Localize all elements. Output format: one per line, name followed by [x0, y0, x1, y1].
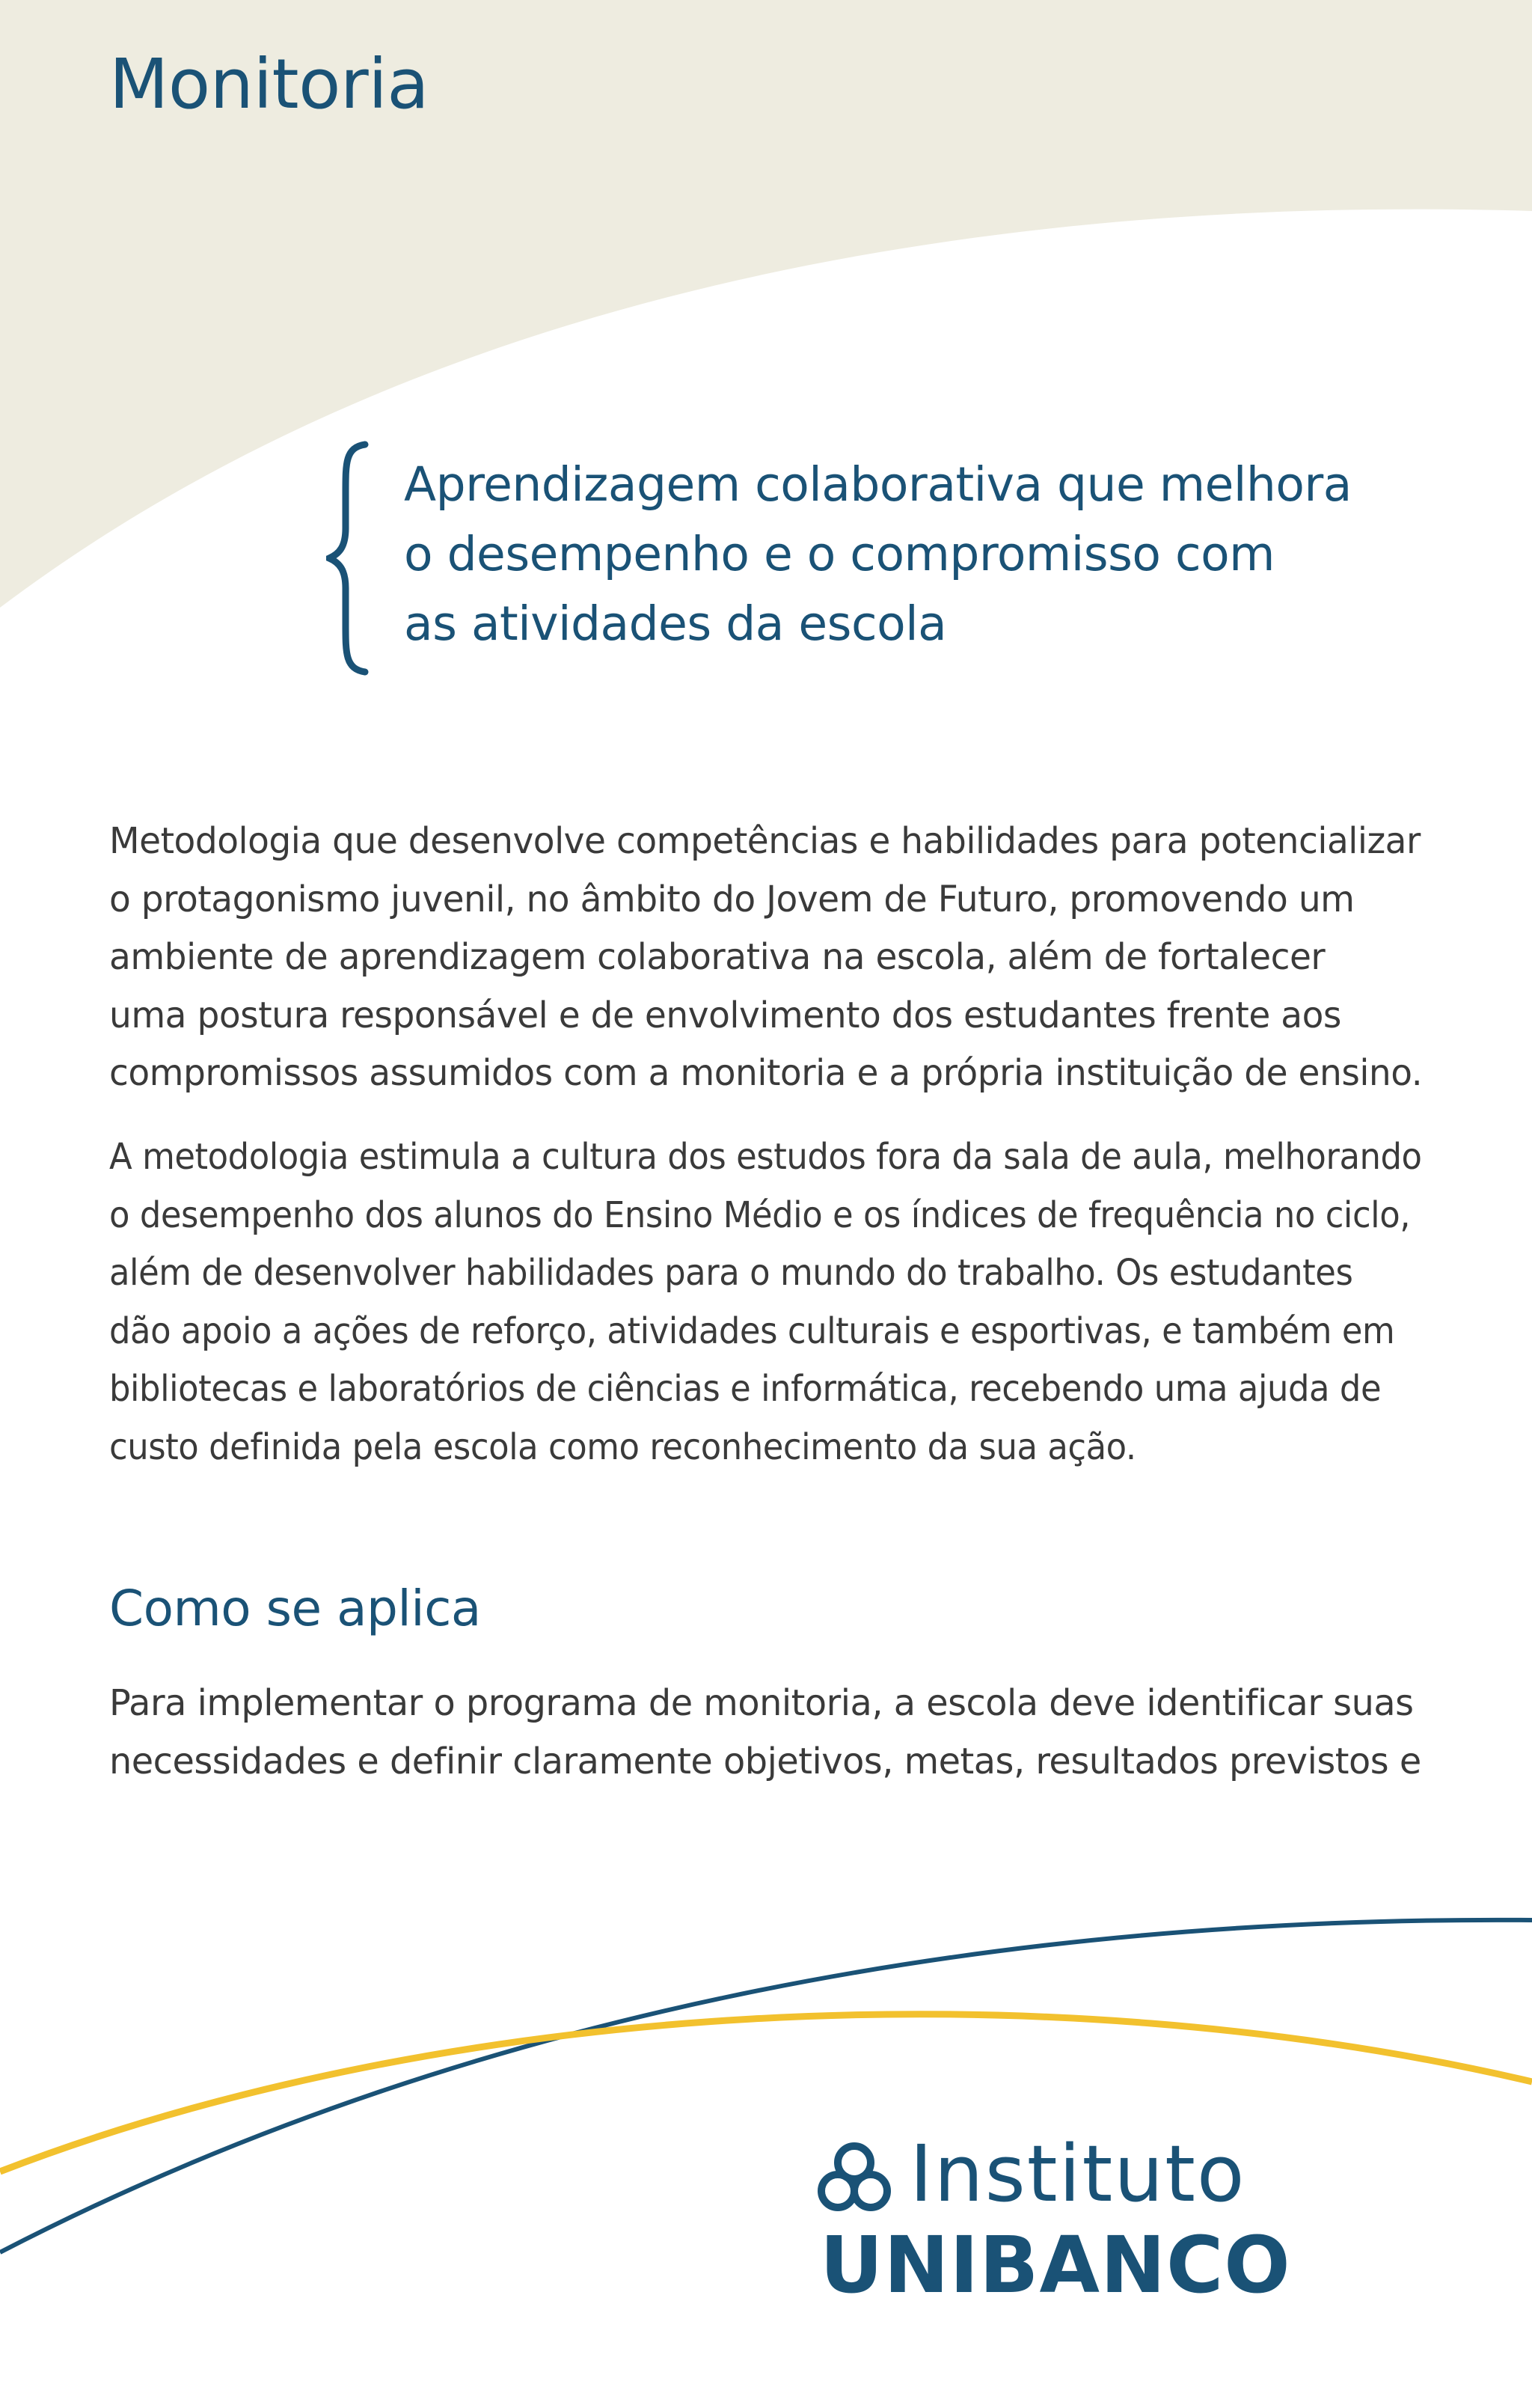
highlight-line: Aprendizagem colaborativa que melhora [404, 457, 1352, 512]
paragraph-line: Metodologia que desenvolve competências e habilidades para potencializar [109, 820, 1421, 862]
highlight-line: as atividades da escola [404, 596, 947, 651]
paragraph-line: dão apoio a ações de reforço, atividades culturais e esportivas, e também em [109, 1310, 1395, 1352]
page-title: Monitoria [109, 44, 429, 124]
paragraph-line: necessidades e definir claramente objetivos, metas, resultados previstos e [109, 1740, 1421, 1782]
paragraph-line: além de desenvolver habilidades para o mundo do trabalho. Os estudantes [109, 1252, 1353, 1294]
highlight-line: o desempenho e o compromisso com [404, 527, 1275, 581]
intro-paragraph [109, 813, 1462, 1103]
logo-word-unibanco: UNIBANCO [820, 2219, 1291, 2311]
paragraph-line: bibliotecas e laboratórios de ciências e informática, recebendo uma ajuda de [109, 1368, 1382, 1410]
application-paragraph [109, 1675, 1441, 1791]
instituto-unibanco-logo [815, 2128, 1291, 2329]
paragraph-line: custo definida pela escola como reconhecimento da sua ação. [109, 1425, 1136, 1468]
highlight-quote [404, 450, 1376, 658]
paragraph-line: o desempenho dos alunos do Ensino Médio e os índices de frequência no ciclo, [109, 1194, 1411, 1236]
curly-brace-icon [326, 440, 371, 676]
paragraph-line: A metodologia estimula a cultura dos estudos fora da sala de aula, melhorando [109, 1136, 1422, 1178]
logo-word-instituto: Instituto [910, 2128, 1246, 2219]
paragraph-line: Para implementar o programa de monitoria, a escola deve identificar suas [109, 1682, 1414, 1724]
paragraph-line: ambiente de aprendizagem colaborativa na escola, além de fortalecer [109, 936, 1326, 978]
paragraph-line: o protagonismo juvenil, no âmbito do Jovem de Futuro, promovendo um [109, 878, 1355, 920]
paragraph-line: uma postura responsável e de envolvimento dos estudantes frente aos [109, 994, 1341, 1036]
section-heading: Como se aplica [109, 1580, 481, 1637]
methodology-paragraph [109, 1128, 1527, 1476]
paragraph-line: compromissos assumidos com a monitoria e a própria instituição de ensino. [109, 1052, 1423, 1094]
triple-loop-icon [815, 2140, 893, 2218]
blue-swoosh-line [0, 1920, 1532, 2252]
